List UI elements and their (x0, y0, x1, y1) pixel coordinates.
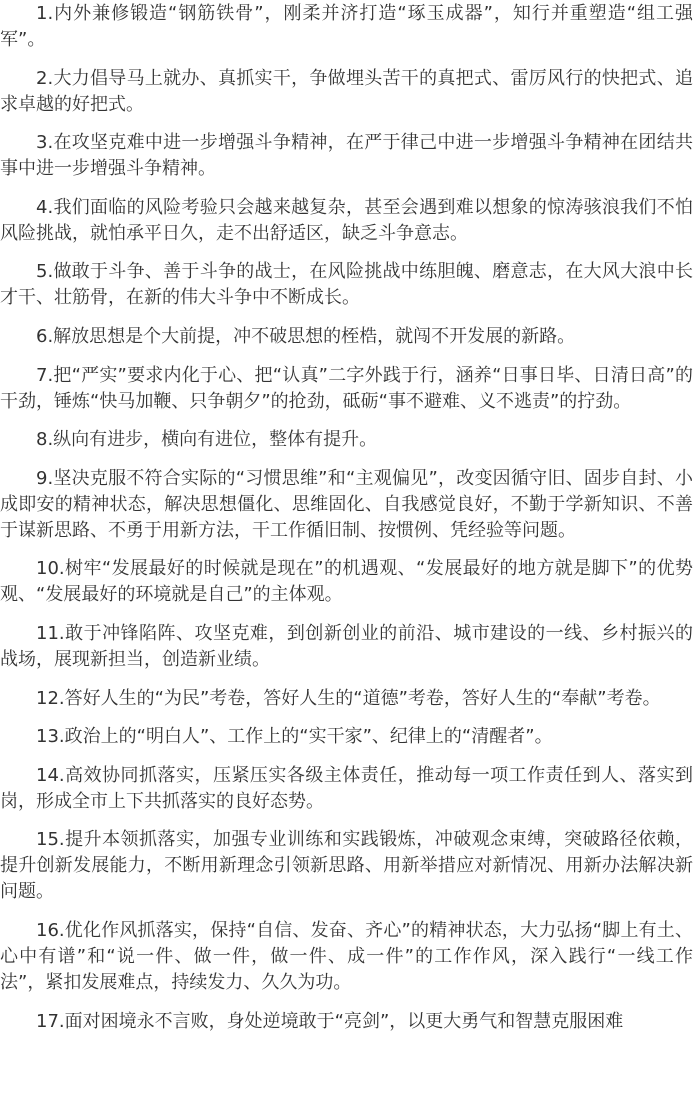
paragraph-3: 3.在攻坚克难中进一步增强斗争精神，在严于律己中进一步增强斗争精神在团结共事中进一步增强斗争精神。 (0, 132, 693, 180)
paragraph-15: 15.提升本领抓落实，加强专业训练和实践锻炼，冲破观念束缚，突破路径依赖，提升创新发展能力，不断用新理念引领新思路、用新举措应对新情况、用新办法解决新问题。 (0, 829, 693, 903)
paragraph-7: 7.把“严实”要求内化于心、把“认真”二字外践于行，涵养“日事日毕、日清日高”的干劲，锤炼“快马加鞭、只争朝夕”的抢劲，砥砺“事不避难、义不逃责”的拧劲。 (0, 364, 693, 412)
document-body (0, 1, 693, 1035)
paragraph-17: 17.面对困境永不言败，身处逆境敢于“亮剑”，以更大勇气和智慧克服困难 (36, 1010, 624, 1032)
paragraph-4: 4.我们面临的风险考验只会越来越复杂，甚至会遇到难以想象的惊涛骇浪我们不怕风险挑战，就怕承平日久，走不出舒适区，缺乏斗争意志。 (0, 196, 693, 244)
paragraph-2: 2.大力倡导马上就办、真抓实干，争做埋头苦干的真把式、雷厉风行的快把式、追求卓越的好把式。 (0, 67, 693, 115)
paragraph-5: 5.做敢于斗争、善于斗争的战士，在风险挑战中练胆魄、磨意志，在大风大浪中长才干、壮筋骨，在新的伟大斗争中不断成长。 (0, 261, 693, 309)
paragraph-1: 1.内外兼修锻造“钢筋铁骨”，刚柔并济打造“琢玉成器”，知行并重塑造“组工强军”。 (0, 3, 693, 50)
paragraph-10: 10.树牢“发展最好的时候就是现在”的机遇观、“发展最好的地方就是脚下”的优势观、“发展最好的环境就是自己”的主体观。 (0, 558, 693, 606)
paragraph-13: 13.政治上的“明白人”、工作上的“实干家”、纪律上的“清醒者”。 (36, 726, 553, 748)
paragraph-12: 12.答好人生的“为民”考卷，答好人生的“道德”考卷，答好人生的“奉献”考卷。 (36, 687, 661, 709)
paragraph-14: 14.高效协同抓落实，压紧压实各级主体责任，推动每一项工作责任到人、落实到岗，形成全市上下共抓落实的良好态势。 (0, 764, 693, 812)
paragraph-8: 8.纵向有进步，横向有进位，整体有提升。 (36, 429, 378, 451)
paragraph-11: 11.敢于冲锋陷阵、攻坚克难，到创新创业的前沿、城市建设的一线、乡村振兴的战场，展现新担当，创造新业绩。 (0, 622, 693, 670)
paragraph-6: 6.解放思想是个大前提，冲不破思想的桎梏，就闯不开发展的新路。 (36, 325, 576, 347)
paragraph-9: 9.坚决克服不符合实际的“习惯思维”和“主观偏见”，改变因循守旧、固步自封、小成即安的精神状态，解决思想僵化、思维固化、自我感觉良好，不勤于学新知识、不善于谋新思路、不勇于用新方法，干工作循旧制、按惯例、凭经验等问题。 (0, 467, 693, 541)
paragraph-16: 16.优化作风抓落实，保持“自信、发奋、齐心”的精神状态，大力弘扬“脚上有土、心中有谱”和“说一件、做一件，做一件、成一件”的工作作风，深入践行“一线工作法”，紧扣发展难点，持续发力、久久为功。 (0, 919, 693, 993)
